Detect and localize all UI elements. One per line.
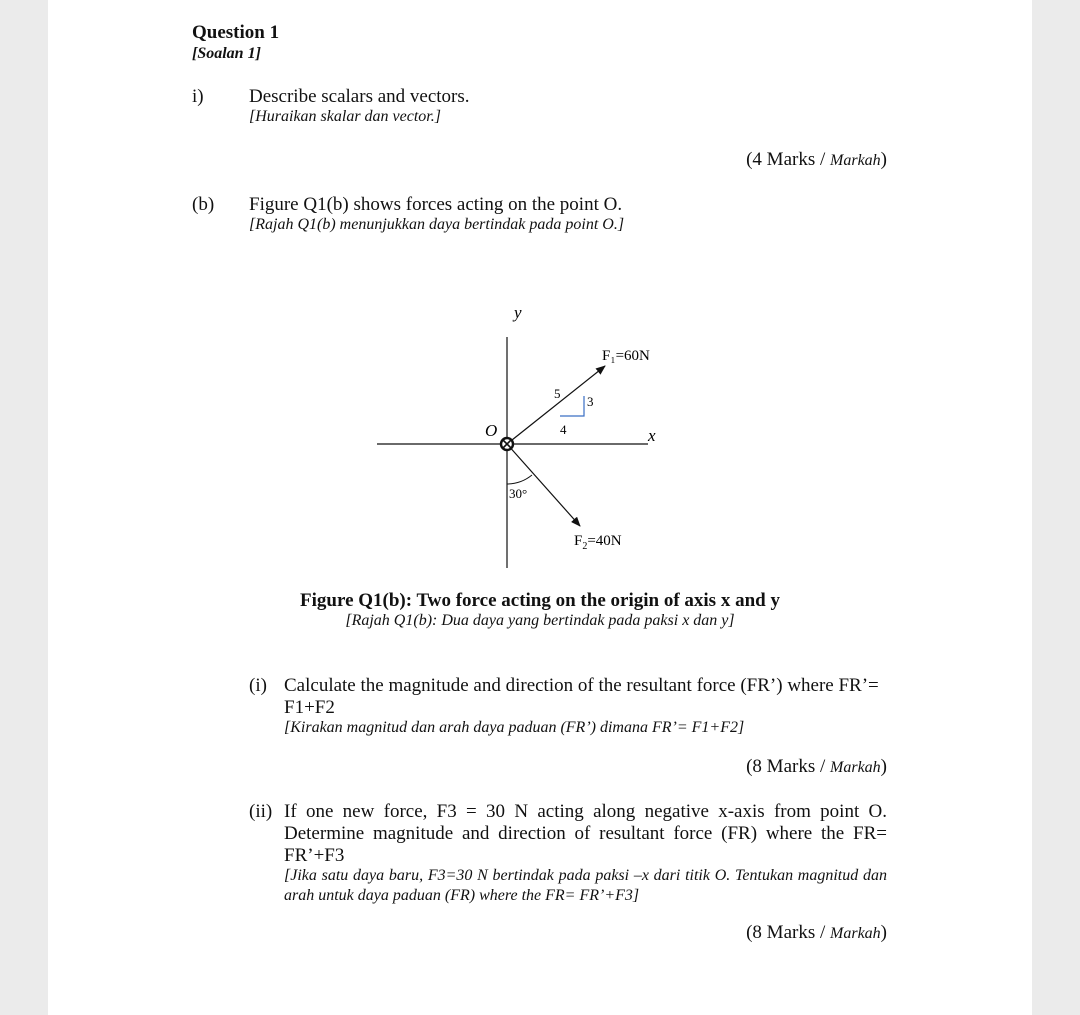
origin-label: O — [485, 421, 498, 440]
part-i-malay: [Huraikan skalar dan vector.] — [249, 108, 441, 125]
triangle-adj-label: 4 — [560, 422, 567, 437]
part-i-text: Describe scalars and vectors. — [249, 86, 470, 107]
figure-caption: Figure Q1(b): Two force acting on the origin of axis x and y — [300, 590, 780, 611]
document-page — [48, 0, 1032, 1015]
part-b-malay: [Rajah Q1(b) menunjukkan daya bertindak pada point O.] — [249, 216, 625, 233]
angle-arc — [507, 475, 532, 484]
f2-label: $F_2=40N$ — [574, 533, 622, 552]
force-diagram — [48, 0, 1032, 600]
triangle-opp-label: 3 — [587, 394, 594, 409]
sub-ii-marks: (8 Marks / Markah) — [746, 922, 887, 943]
part-b-label: (b) — [192, 194, 215, 215]
sub-i-label: (i) — [249, 675, 267, 696]
x-axis-label: x — [648, 426, 656, 445]
y-axis-label: y — [514, 303, 522, 322]
sub-i-line1: Calculate the magnitude and direction of the resultant force (FR’) where FR’= — [284, 675, 879, 696]
part-i-label: i) — [192, 86, 204, 107]
question-subtitle: [Soalan 1] — [192, 45, 261, 62]
f1-label: F₁=60N — [602, 348, 650, 364]
sub-ii-label: (ii) — [249, 801, 273, 822]
sub-i-marks: (8 Marks / Markah) — [746, 756, 887, 777]
part-b-text: Figure Q1(b) shows forces acting on the point O. — [249, 194, 623, 215]
part-i-marks: (4 Marks / Markah) — [746, 149, 887, 170]
figure-caption-malay: [Rajah Q1(b): Dua daya yang bertindak pada paksi x dan y] — [345, 612, 735, 629]
triangle-hyp-label: 5 — [554, 386, 561, 401]
angle-label: 30° — [509, 486, 528, 501]
sub-i-malay: [Kirakan magnitud dan arah daya paduan (FR’) dimana FR’= F1+F2] — [284, 719, 745, 736]
sub-ii-text: If one new force, F3 = 30 N acting along negative x-axis from point O. Determine magnitude and direction of resultant force (FR) where the FR= FR’+F3 — [284, 801, 887, 866]
question-title: Question 1 — [192, 22, 280, 43]
f2-vector — [507, 444, 580, 526]
sub-i-line2: F1+F2 — [284, 697, 335, 718]
sub-ii-malay: [Jika satu daya baru, F3=30 N bertindak pada paksi –x dari titik O. Tentukan magnitud dan arah untuk daya paduan (FR) where the FR= FR’+F3] — [284, 867, 887, 904]
